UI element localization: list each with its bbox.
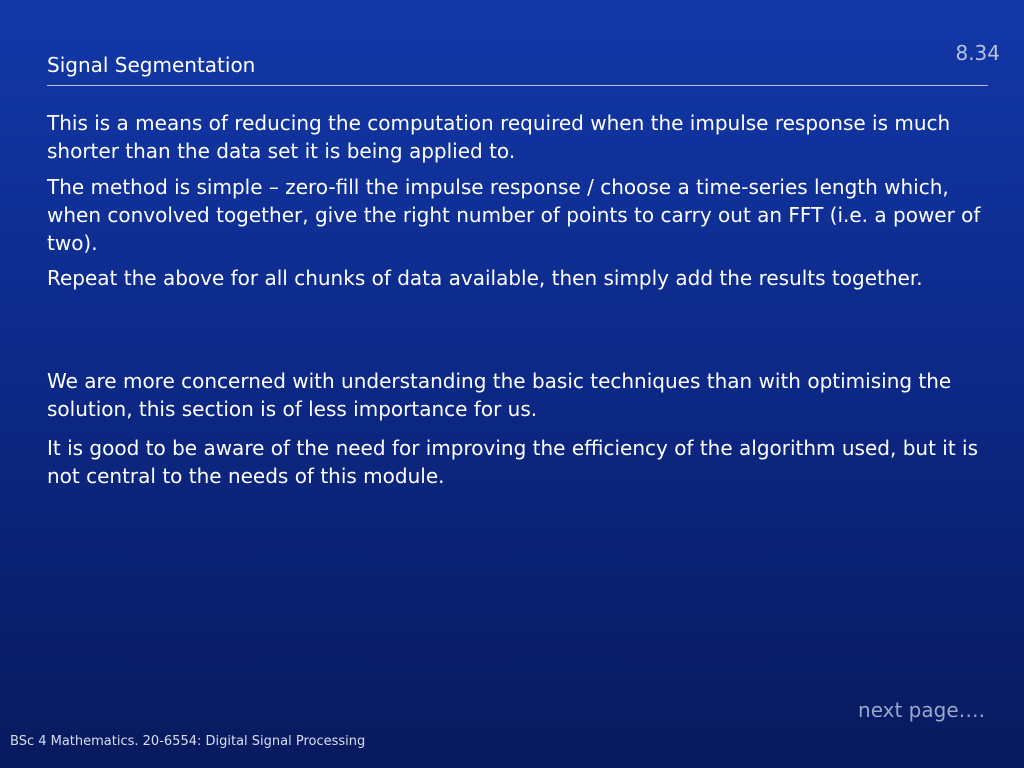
slide-title: Signal Segmentation bbox=[47, 53, 256, 77]
paragraph-computation: This is a means of reducing the computation required when the impulse response is much shorter than the data set it is being applied to. bbox=[47, 111, 951, 163]
paragraph-efficiency: It is good to be aware of the need for improving the efficiency of the algorithm used, but it is not central to the needs of this module. bbox=[47, 436, 978, 488]
title-divider bbox=[47, 85, 988, 86]
slide-number: 8.34 bbox=[955, 41, 1000, 65]
paragraph-repeat: Repeat the above for all chunks of data available, then simply add the results together. bbox=[47, 266, 923, 290]
paragraph-concern: We are more concerned with understanding the basic techniques than with optimising the solution, this section is of less importance for us. bbox=[47, 369, 952, 421]
paragraph-method: The method is simple – zero-fill the impulse response / choose a time-series length which, when convolved together, give the right number of points to carry out an FFT (i.e. a power of two). bbox=[47, 175, 981, 255]
next-page-link[interactable]: next page…. bbox=[858, 698, 985, 722]
footer-course-info: BSc 4 Mathematics. 20-6554: Digital Signal Processing bbox=[10, 734, 366, 749]
